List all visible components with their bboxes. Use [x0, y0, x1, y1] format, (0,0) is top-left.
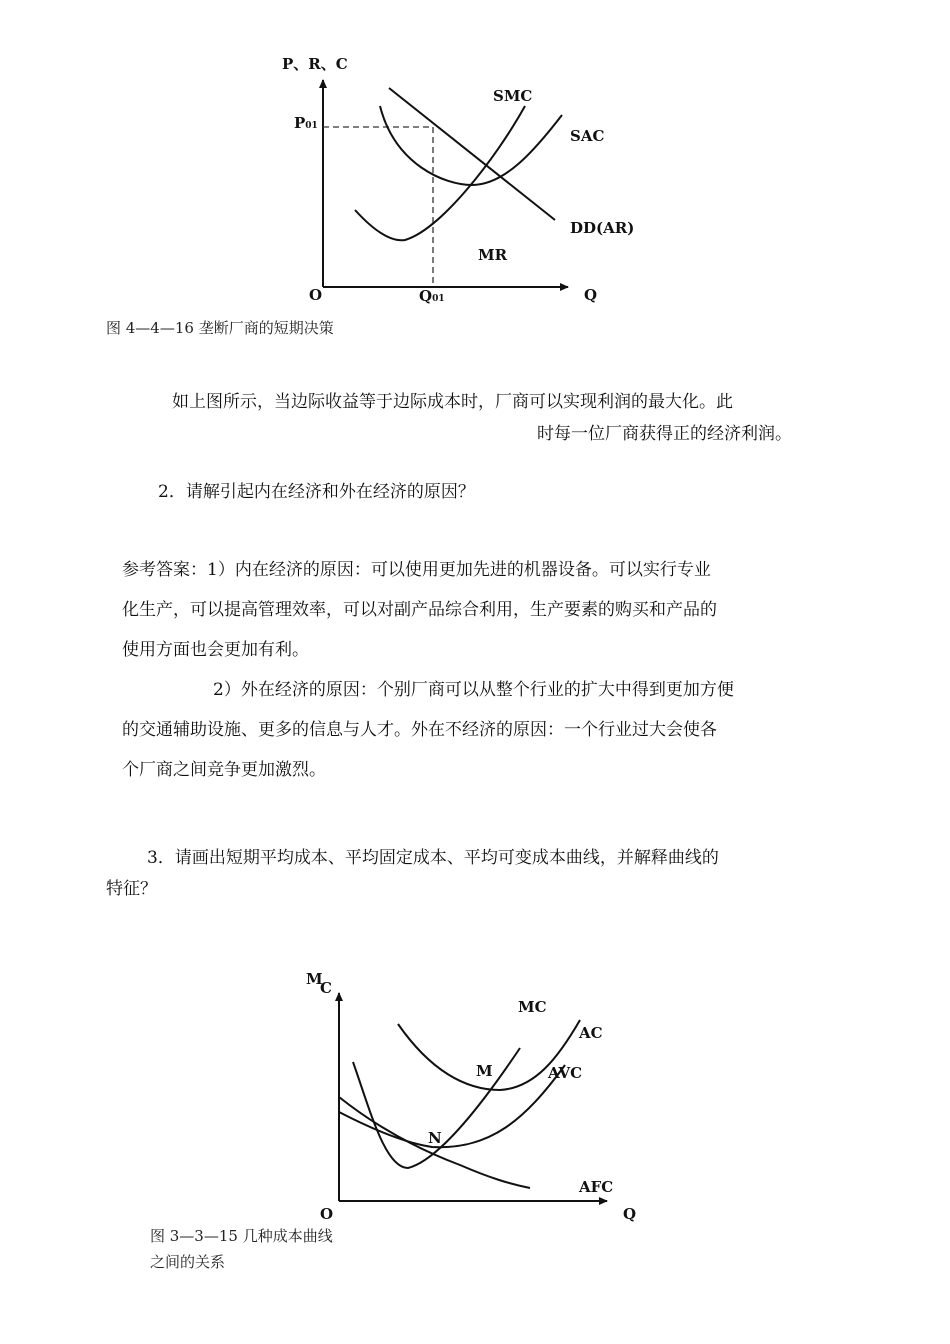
figure2-point-m-label: M — [476, 1062, 493, 1080]
answer2-line1: 参考答案：1）内在经济的原因：可以使用更加先进的机器设备。可以实行专业 — [122, 560, 711, 580]
answer2-line6: 个厂商之间竞争更加激烈。 — [122, 760, 326, 780]
question2-text: 2．请解引起内在经济和外在经济的原因？ — [158, 482, 475, 502]
figure2-point-n-label: N — [428, 1129, 442, 1147]
figure2-mc-label: MC — [518, 998, 547, 1016]
figure2-avc-label: AVC — [548, 1064, 583, 1082]
figure2-caption-line1: 图 3—3—15 几种成本曲线 — [150, 1227, 333, 1245]
figure2-x-axis-label: Q — [623, 1205, 637, 1223]
figure1-price-label-sub: 01 — [305, 121, 318, 131]
figure1-origin-label: O — [309, 286, 323, 304]
figure1-sac-curve — [380, 106, 562, 185]
figure1-price-label-main: P — [294, 114, 306, 132]
figure2-y-label-c: C — [320, 979, 332, 997]
figure1-y-axis-label: P、R、C — [282, 55, 348, 73]
question3-line1: 3．请画出短期平均成本、平均固定成本、平均可变成本曲线，并解释曲线的 — [147, 848, 719, 868]
figure2-caption-line2: 之间的关系 — [150, 1253, 226, 1271]
answer2-line5: 的交通辅助设施、更多的信息与人才。外在不经济的原因：一个行业过大会使各 — [122, 720, 717, 740]
figure1-smc-curve — [355, 106, 525, 240]
answer2-line2: 化生产，可以提高管理效率，可以对副产品综合利用，生产要素的购买和产品的 — [122, 600, 717, 620]
figure1-x-axis-label: Q — [584, 286, 598, 304]
figure1-smc-label: SMC — [493, 87, 533, 105]
answer2-line3: 使用方面也会更加有利。 — [122, 640, 309, 660]
figure2-mc-curve — [353, 1048, 520, 1168]
figure2-y-label-m: M — [306, 970, 323, 988]
figure1-graph — [0, 0, 950, 320]
paragraph1-line2: 时每一位厂商获得正的经济利润。 — [537, 424, 792, 444]
figure2-ac-label: AC — [579, 1024, 603, 1042]
figure1-quantity-label — [419, 287, 445, 305]
figure2-afc-label: AFC — [579, 1178, 614, 1196]
figure2-origin-label: O — [320, 1205, 334, 1223]
figure1-sac-label: SAC — [570, 127, 605, 145]
figure1-mr-label: MR — [478, 246, 508, 264]
figure1-quantity-label-main: Q — [419, 287, 433, 305]
paragraph1-line1: 如上图所示，当边际收益等于边际成本时，厂商可以实现利润的最大化。此 — [172, 392, 733, 412]
answer2-line4: 2）外在经济的原因：个别厂商可以从整个行业的扩大中得到更加方便 — [213, 680, 734, 700]
figure2-avc-curve — [339, 1065, 565, 1147]
figure1-dd-label: DD(AR) — [570, 219, 635, 237]
figure1-quantity-label-sub: 01 — [432, 294, 445, 304]
question3-line2: 特征？ — [106, 879, 157, 899]
figure1-caption: 图 4—4—16 垄断厂商的短期决策 — [106, 319, 334, 337]
figure1-price-label — [294, 114, 318, 132]
